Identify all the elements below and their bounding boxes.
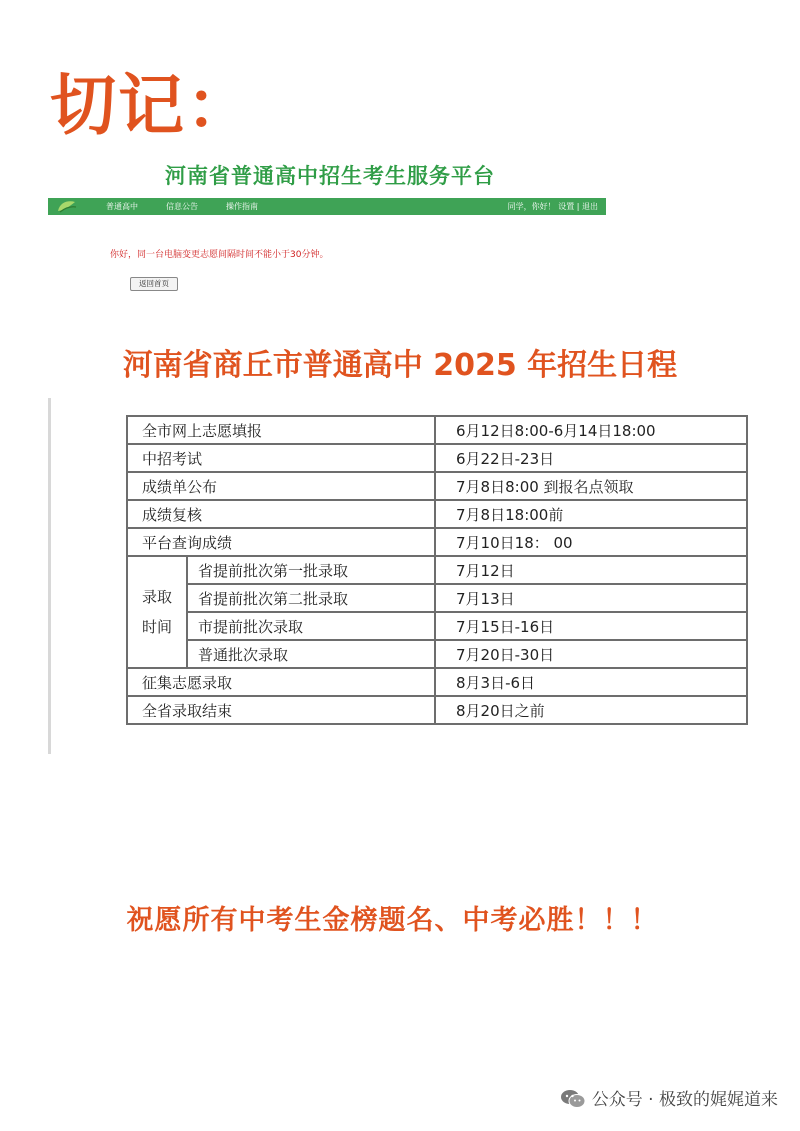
schedule-table — [126, 415, 748, 725]
table-row — [127, 500, 747, 528]
date-cell: 6月22日-23日 — [435, 444, 747, 472]
table-row — [127, 668, 747, 696]
date-cell: 7月8日18:00前 — [435, 500, 747, 528]
platform-title: 河南省普通高中招生考生服务平台 — [165, 164, 495, 188]
nav-item-high-school[interactable]: 普通高中 — [106, 202, 138, 211]
date-cell: 7月20日-30日 — [435, 640, 747, 668]
schedule-title: 河南省商丘市普通高中 2025 年招生日程 — [122, 348, 678, 383]
event-cell: 省提前批次第二批录取 — [187, 584, 435, 612]
back-home-button[interactable]: 返回首页 — [130, 277, 178, 291]
date-cell: 7月10日18： 00 — [435, 528, 747, 556]
footer-credit — [560, 1085, 778, 1110]
table-row — [127, 416, 747, 444]
table-row — [127, 696, 747, 724]
event-cell: 中招考试 — [127, 444, 435, 472]
wechat-icon — [560, 1089, 586, 1109]
nav-item-guide[interactable]: 操作指南 — [226, 202, 258, 211]
event-cell: 全省录取结束 — [127, 696, 435, 724]
table-row — [127, 528, 747, 556]
admission-group-label — [127, 556, 187, 668]
event-cell: 省提前批次第一批录取 — [187, 556, 435, 584]
date-cell: 7月13日 — [435, 584, 747, 612]
event-cell: 普通批次录取 — [187, 640, 435, 668]
wish-message: 祝愿所有中考生金榜题名、中考必胜！！！ — [126, 905, 659, 936]
event-cell: 征集志愿录取 — [127, 668, 435, 696]
footer-text: 公众号 · 极致的娓娓道来 — [591, 1090, 778, 1110]
nav-item-announcements[interactable]: 信息公告 — [166, 202, 198, 211]
nav-user-links[interactable]: 同学，你好！ 设置 | 退出 — [507, 202, 598, 211]
event-cell: 市提前批次录取 — [187, 612, 435, 640]
headline: 切记： — [50, 67, 254, 144]
notice-message: 你好，同一台电脑变更志愿间隔时间不能小于30分钟。 — [110, 250, 329, 260]
date-cell: 7月12日 — [435, 556, 747, 584]
table-row — [127, 472, 747, 500]
group-label-line: 时间 — [141, 618, 172, 636]
event-cell: 成绩复核 — [127, 500, 435, 528]
date-cell: 7月15日-16日 — [435, 612, 747, 640]
table-row — [127, 584, 747, 612]
leaf-logo-icon — [56, 199, 78, 214]
date-cell: 8月20日之前 — [435, 696, 747, 724]
date-cell: 8月3日-6日 — [435, 668, 747, 696]
platform-navbar — [48, 198, 606, 215]
event-cell: 平台查询成绩 — [127, 528, 435, 556]
table-row — [127, 640, 747, 668]
table-row — [127, 612, 747, 640]
event-cell: 全市网上志愿填报 — [127, 416, 435, 444]
event-cell: 成绩单公布 — [127, 472, 435, 500]
date-cell: 7月8日8:00 到报名点领取 — [435, 472, 747, 500]
group-label-line: 录取 — [141, 588, 172, 606]
schedule-image — [48, 398, 746, 754]
table-row — [127, 444, 747, 472]
image-edge — [48, 398, 51, 754]
date-cell: 6月12日8:00-6月14日18:00 — [435, 416, 747, 444]
table-row — [127, 556, 747, 584]
